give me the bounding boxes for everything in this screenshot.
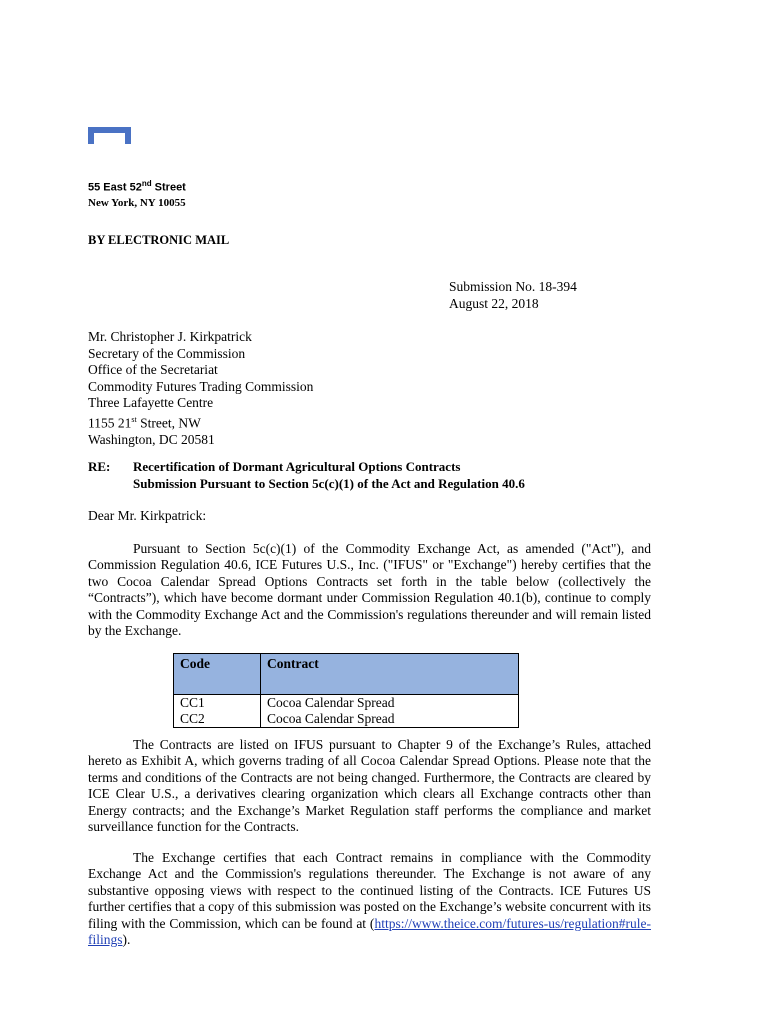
street-ordinal: nd	[141, 179, 152, 188]
sender-address	[88, 176, 186, 211]
cell-contract: Cocoa Calendar Spread	[261, 695, 519, 712]
delivery-method: BY ELECTRONIC MAIL	[88, 233, 230, 247]
company-logo	[88, 127, 131, 144]
recipient-name: Mr. Christopher J. Kirkpatrick	[88, 329, 252, 344]
paragraph-rules: The Contracts are listed on IFUS pursuant to Chapter 9 of the Exchange’s Rules, attached hereto as Exhibit A, which governs trading of all Cocoa Calendar Spread Options. Please note that the terms and conditions of the Contracts are not being changed. Furthermore, the Contracts are cleared by ICE Clear U.S., a derivatives clearing organization which clears all Exchange contracts other than Energy contracts; and the Exchange’s Market Regulation staff performs the compliance and market surveillance function for the Contracts.	[88, 737, 651, 835]
submission-block	[449, 279, 577, 312]
cell-contract: Cocoa Calendar Spread	[261, 711, 519, 728]
submission-date: August 22, 2018	[449, 295, 539, 311]
subject-line-1: Recertification of Dormant Agricultural Options Contracts	[133, 459, 461, 474]
recipient-city: Washington, DC 20581	[88, 431, 215, 447]
paragraph-compliance-text: The Exchange certifies that each Contract remains in compliance with the Commodity Exchange Act and the Commission's regulations thereunder. The Exchange is not aware of any substantive opposing views with respect to the continued listing of the Contracts. ICE Futures US further certifies that a copy of this submission was posted on the Exchange’s website concurrent with its filing with the Commission, which can be found at (	[88, 850, 651, 931]
paragraph-compliance-end: ).	[122, 932, 131, 948]
subject-line-2: Submission Pursuant to Section 5c(c)(1) of the Act and Regulation 40.6	[133, 475, 525, 491]
paragraph-compliance	[88, 850, 651, 948]
recipient-office: Office of the Secretariat	[88, 362, 218, 377]
sender-city: New York, NY 10055	[88, 196, 186, 209]
salutation: Dear Mr. Kirkpatrick:	[88, 508, 207, 523]
rule-filings-link[interactable]: https://www.theice.com/futures-us/regulation#rule-filings	[88, 915, 651, 948]
contracts-table	[173, 653, 519, 728]
recipient-street-number: 1155 21	[88, 415, 132, 430]
column-header-contract: Contract	[261, 654, 519, 695]
subject-label: RE:	[88, 459, 111, 474]
recipient-title: Secretary of the Commission	[88, 345, 246, 361]
sender-street	[88, 176, 186, 196]
recipient-agency: Commodity Futures Trading Commission	[88, 378, 314, 394]
table-row	[174, 695, 519, 712]
cell-code: CC2	[174, 711, 261, 728]
recipient-street	[88, 412, 313, 432]
recipient-street-ordinal: st	[131, 414, 137, 424]
column-header-code: Code	[174, 654, 261, 695]
street-name: Street	[151, 181, 186, 194]
table-row	[174, 711, 519, 728]
recipient-building: Three Lafayette Centre	[88, 395, 214, 410]
table-header-row	[174, 654, 519, 695]
subject-lines	[133, 459, 525, 492]
recipient-address	[88, 329, 313, 448]
cell-code: CC1	[174, 695, 261, 712]
submission-number: Submission No. 18-394	[449, 279, 577, 294]
paragraph-certification: Pursuant to Section 5c(c)(1) of the Commodity Exchange Act, as amended ("Act"), and Commission Regulation 40.6, ICE Futures U.S., Inc. ("IFUS" or "Exchange") hereby certifies that the two Cocoa Calendar Spread Options Contracts set forth in the table below (collectively the “Contracts”), which have become dormant under Commission Regulation 40.1(b), continue to comply with the Commodity Exchange Act and the Commission's regulations thereunder and will remain listed by the Exchange.	[88, 541, 651, 639]
street-number: 55 East 52	[88, 181, 142, 194]
recipient-street-name: Street, NW	[136, 415, 201, 430]
